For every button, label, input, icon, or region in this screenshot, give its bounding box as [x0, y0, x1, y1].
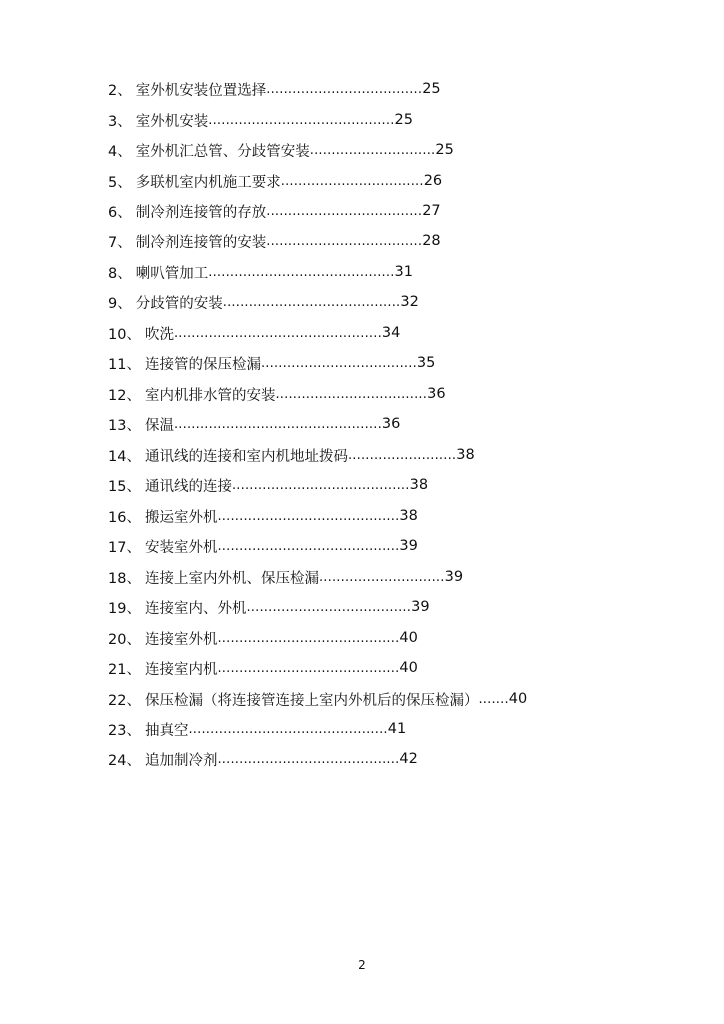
toc-entry — [108, 140, 454, 160]
toc-entry-leader: ......................................... — [231, 477, 410, 493]
toc-entry-page: 25 — [435, 142, 454, 158]
toc-entry-number: 21、 — [108, 661, 141, 678]
toc-entry — [108, 110, 413, 130]
toc-entry — [108, 171, 442, 191]
toc-entry-number: 14、 — [108, 448, 141, 465]
toc-entry-page: 35 — [416, 355, 436, 371]
toc-entry — [108, 292, 419, 312]
toc-entry-number: 20、 — [108, 631, 141, 648]
toc-entry-page: 34 — [381, 325, 401, 341]
toc-entry-page: 39 — [399, 538, 418, 554]
toc-entry-title: 室外机汇总管、分歧管安装 — [135, 143, 310, 160]
toc-entry-title: 分歧管的安装 — [135, 295, 223, 312]
toc-entry — [108, 658, 418, 678]
toc-entry-number: 15、 — [108, 478, 141, 495]
toc-entry — [108, 628, 418, 648]
toc-entry-number: 23、 — [108, 722, 141, 739]
toc-entry-number: 4、 — [108, 143, 132, 160]
toc-entry-page: 39 — [444, 569, 464, 585]
toc-entry-leader: .............................................. — [188, 721, 388, 737]
toc-entry-title: 室外机安装 — [135, 113, 209, 130]
toc-entry — [108, 262, 413, 282]
toc-entry-number: 16、 — [108, 509, 141, 526]
toc-entry-number: 22、 — [108, 692, 141, 709]
toc-entry-title: 安装室外机 — [144, 539, 218, 556]
toc-entry-page: 28 — [422, 233, 441, 249]
toc-entry — [108, 201, 441, 221]
toc-entry-leader: ................................... — [275, 386, 428, 402]
toc-entry-page: 32 — [400, 294, 419, 310]
toc-entry-title: 抽真空 — [144, 722, 189, 739]
toc-entry-title: 连接室内机 — [144, 661, 218, 678]
toc-entry-title: 室内机排水管的安装 — [144, 387, 276, 404]
toc-entry-page: 26 — [423, 173, 443, 189]
toc-entry-title: 追加制冷剂 — [144, 752, 218, 769]
toc-entry-title: 保压检漏（将连接管连接上室内外机后的保压检漏） — [144, 692, 479, 709]
toc-entry-leader: .......................................... — [217, 751, 400, 767]
toc-entry-leader: ......................................... — [222, 294, 401, 310]
toc-entry-page: 40 — [399, 630, 418, 646]
toc-entry — [108, 414, 400, 434]
toc-entry-page: 25 — [394, 112, 413, 128]
toc-entry-title: 多联机室内机施工要求 — [135, 174, 281, 191]
toc-entry-leader: .................................... — [260, 355, 417, 371]
toc-entry-title: 连接室内、外机 — [144, 600, 247, 617]
toc-entry — [108, 506, 418, 526]
toc-entry-page: 40 — [399, 660, 418, 676]
toc-entry — [108, 445, 475, 465]
toc-entry-number: 18、 — [108, 570, 141, 587]
toc-entry-leader: .......................................... — [217, 538, 400, 554]
toc-entry-number: 2、 — [108, 82, 132, 99]
toc-entry-leader: ........................................... — [208, 264, 395, 280]
toc-entry-number: 3、 — [108, 113, 132, 130]
toc-entry-page: 25 — [422, 81, 441, 97]
toc-entry-leader: .......................................... — [217, 660, 400, 676]
toc-entry — [108, 79, 441, 99]
toc-entry-number: 11、 — [108, 356, 141, 373]
toc-entry-leader: ................................................ — [173, 325, 382, 341]
toc-entry-title: 制冷剂连接管的安装 — [135, 234, 267, 251]
toc-entry-number: 12、 — [108, 387, 141, 404]
toc-entry-leader: ............................. — [318, 569, 445, 585]
toc-entry — [108, 475, 428, 495]
toc-entry-page: 27 — [422, 203, 441, 219]
toc-entry — [108, 719, 406, 739]
toc-entry-leader: ........................................... — [208, 112, 395, 128]
toc-entry — [108, 231, 441, 251]
toc-entry — [108, 536, 418, 556]
toc-entry-page: 41 — [387, 721, 407, 737]
toc-entry-number: 13、 — [108, 417, 141, 434]
toc-entry-title: 搬运室外机 — [144, 509, 218, 526]
toc-entry-title: 通讯线的连接 — [144, 478, 232, 495]
toc-entry-leader: ................................................ — [173, 416, 382, 432]
toc-entry-leader: ...................................... — [246, 599, 412, 615]
toc-entry-page: 42 — [399, 751, 418, 767]
toc-entry-number: 6、 — [108, 204, 132, 221]
toc-entry-page: 38 — [399, 508, 418, 524]
toc-entry-title: 保温 — [144, 417, 174, 434]
toc-entry-number: 19、 — [108, 600, 141, 617]
toc-entry-number: 8、 — [108, 265, 132, 282]
toc-entry — [108, 384, 446, 404]
toc-entry-page: 38 — [409, 477, 429, 493]
toc-entry-number: 7、 — [108, 234, 132, 251]
toc-entry-leader: ......................... — [347, 447, 457, 463]
toc-entry-number: 17、 — [108, 539, 141, 556]
toc-entry-page: 40 — [508, 691, 528, 707]
toc-entry-title: 吹洗 — [144, 326, 174, 343]
toc-entry — [108, 597, 430, 617]
toc-entry-leader: .................................... — [266, 233, 423, 249]
toc-entry-leader: .......................................... — [217, 508, 400, 524]
toc-entry-title: 连接室外机 — [144, 631, 218, 648]
toc-entry — [108, 323, 400, 343]
toc-entry-number: 9、 — [108, 295, 132, 312]
toc-entry-title: 连接上室内外机、保压检漏 — [144, 570, 319, 587]
toc-entry-leader: ................................. — [280, 173, 424, 189]
toc-entry-leader: ............................. — [309, 142, 436, 158]
toc-entry — [108, 689, 527, 709]
toc-entry-leader: ....... — [478, 691, 509, 707]
toc-entry-number: 10、 — [108, 326, 141, 343]
toc-entry-title: 连接管的保压检漏 — [144, 356, 261, 373]
toc-entry-leader: .................................... — [266, 203, 423, 219]
toc-entry-page: 39 — [411, 599, 430, 615]
page-number: 2 — [358, 958, 366, 972]
toc-entry-page: 31 — [394, 264, 413, 280]
toc-entry — [108, 749, 418, 769]
toc-entry-number: 5、 — [108, 174, 132, 191]
toc-entry-page: 38 — [456, 447, 475, 463]
toc-entry-page: 36 — [427, 386, 446, 402]
toc-entry-leader: .................................... — [266, 81, 423, 97]
toc-entry-title: 室外机安装位置选择 — [135, 82, 267, 99]
toc-entry — [108, 567, 463, 587]
toc-entry-title: 通讯线的连接和室内机地址拨码 — [144, 448, 348, 465]
toc-entry-page: 36 — [381, 416, 401, 432]
toc-entry-number: 24、 — [108, 752, 141, 769]
toc-entry — [108, 353, 435, 373]
toc-entry-leader: .......................................... — [217, 630, 400, 646]
toc-entry-title: 制冷剂连接管的存放 — [135, 204, 267, 221]
toc-entry-title: 喇叭管加工 — [135, 265, 209, 282]
